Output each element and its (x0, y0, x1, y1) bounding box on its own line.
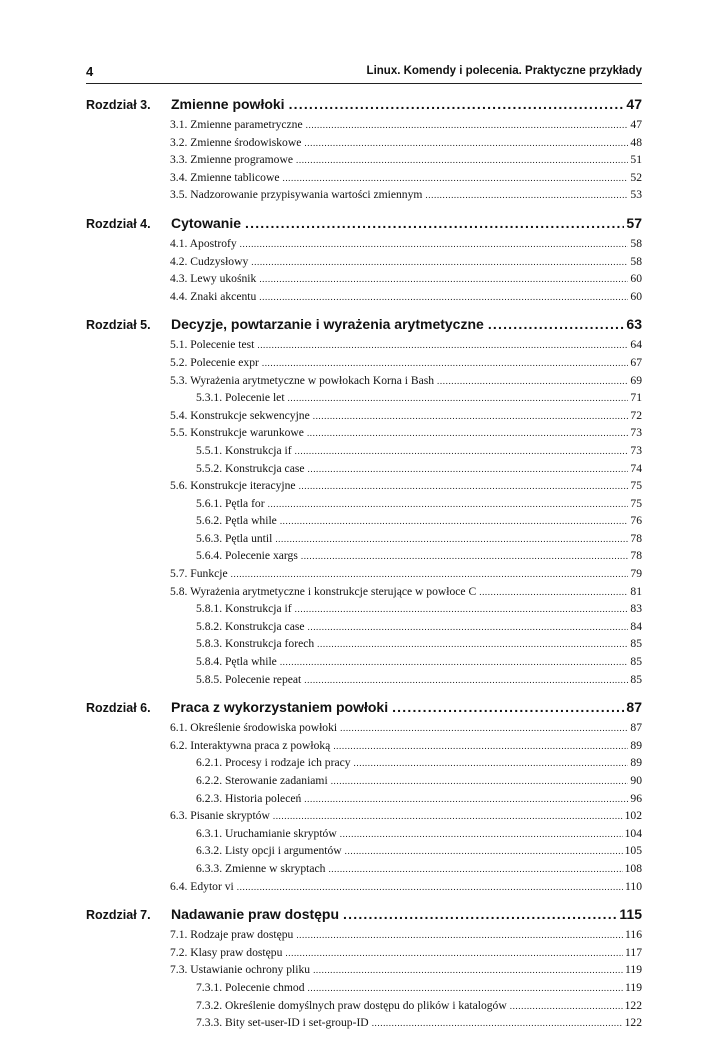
dot-leader (245, 215, 624, 231)
toc-section-entry[interactable] (86, 153, 642, 171)
entry-page-number: 69 (630, 373, 642, 387)
toc-subsection-entry[interactable] (86, 549, 642, 567)
dot-leader (304, 675, 628, 685)
chapter-label: Rozdział 3. (86, 98, 151, 112)
entry-title: 5.5.2. Konstrukcja case (196, 461, 305, 475)
entry-page-number: 73 (630, 443, 642, 457)
entry-page-number: 58 (630, 254, 642, 268)
dot-leader (437, 376, 628, 386)
dot-leader (333, 741, 628, 751)
dot-leader (304, 794, 628, 804)
toc-subsection-entry[interactable] (86, 602, 642, 620)
dot-leader (308, 983, 624, 993)
toc-subsection-entry[interactable] (86, 999, 642, 1017)
toc-subsection-entry[interactable] (86, 756, 642, 774)
chapter-title: Praca z wykorzystaniem powłoki (171, 699, 389, 716)
entry-title: 5.6.4. Polecenie xargs (196, 549, 298, 563)
chapter-heading[interactable] (86, 906, 642, 928)
entry-title: 6.4. Edytor vi (170, 879, 234, 893)
dot-leader (259, 274, 628, 284)
dot-leader (479, 587, 628, 597)
entry-page-number: 73 (630, 426, 642, 440)
toc-section-entry[interactable] (86, 585, 642, 603)
entry-page-number: 52 (630, 170, 642, 184)
toc-section-entry[interactable] (86, 928, 642, 946)
chapter-page-number: 87 (626, 699, 642, 716)
entry-title: 4.4. Znaki akcentu (170, 289, 257, 303)
chapter-section (86, 316, 642, 690)
dot-leader (317, 639, 628, 649)
entry-title: 3.3. Zmienne programowe (170, 153, 293, 167)
dot-leader (275, 534, 628, 544)
dot-leader (340, 829, 623, 839)
entry-title: 6.3. Pisanie skryptów (170, 809, 270, 823)
entry-page-number: 116 (625, 928, 642, 942)
dot-leader (285, 948, 623, 958)
toc-subsection-entry[interactable] (86, 462, 642, 480)
dot-leader (340, 723, 628, 733)
entry-page-number: 85 (630, 655, 642, 669)
entry-title: 7.3.1. Polecenie chmod (196, 980, 305, 994)
entry-title: 5.3. Wyrażenia arytmetyczne w powłokach Korna i Bash (170, 373, 435, 387)
entry-title: 5.4. Konstrukcje sekwencyjne (170, 408, 310, 422)
entry-title: 6.2.2. Sterowanie zadaniami (196, 774, 328, 787)
dot-leader (259, 292, 628, 302)
entry-page-number: 71 (630, 391, 642, 405)
toc-section-entry[interactable] (86, 809, 642, 827)
toc-subsection-entry[interactable] (86, 981, 642, 999)
toc-subsection-entry[interactable] (86, 827, 642, 845)
toc-section-entry[interactable] (86, 426, 642, 444)
entry-title: 5.6.3. Pętla until (196, 531, 273, 545)
chapter-heading[interactable] (86, 699, 642, 721)
entry-title: 3.4. Zmienne tablicowe (170, 170, 280, 184)
toc-section-entry[interactable] (86, 721, 642, 739)
dot-leader (262, 358, 629, 368)
entry-title: 7.2. Klasy praw dostępu (170, 945, 283, 959)
dot-leader (240, 239, 629, 249)
toc-subsection-entry[interactable] (86, 862, 642, 880)
entry-page-number: 104 (624, 826, 642, 840)
entry-title: 5.1. Polecenie test (170, 338, 255, 352)
entry-page-number: 53 (630, 188, 642, 202)
running-title: Linux. Komendy i polecenia. Praktyczne przykłady (366, 65, 642, 77)
dot-leader (307, 428, 628, 438)
dot-leader (308, 464, 629, 474)
chapter-label: Rozdział 7. (86, 908, 151, 923)
dot-leader (306, 120, 629, 130)
entry-title: 5.6. Konstrukcje iteracyjne (170, 479, 296, 493)
dot-leader (282, 173, 628, 183)
toc-subsection-entry[interactable] (86, 637, 642, 655)
entry-title: 5.8.5. Polecenie repeat (196, 672, 302, 686)
dot-leader (237, 882, 623, 892)
toc-section-entry[interactable] (86, 237, 642, 255)
entry-page-number: 48 (630, 135, 642, 149)
entry-page-number: 122 (624, 1016, 642, 1030)
entry-page-number: 64 (630, 338, 642, 352)
dot-leader (313, 411, 629, 421)
toc-section-entry[interactable] (86, 356, 642, 374)
dot-leader (280, 516, 629, 526)
entry-title: 7.3. Ustawianie ochrony pliku (170, 963, 311, 977)
entry-page-number: 96 (630, 791, 642, 805)
chapter-title: Nadawanie praw dostępu (171, 906, 340, 923)
dot-leader (289, 96, 625, 112)
entry-page-number: 78 (630, 531, 642, 545)
toc-section-entry[interactable] (86, 374, 642, 392)
chapter-section (86, 215, 642, 307)
chapter-page-number: 115 (619, 906, 642, 923)
dot-leader (273, 811, 623, 821)
dot-leader (343, 906, 617, 922)
entry-title: 6.2.3. Historia poleceń (196, 791, 302, 805)
entry-page-number: 47 (630, 118, 642, 131)
toc-subsection-entry[interactable] (86, 620, 642, 638)
chapter-page-number: 63 (626, 316, 642, 333)
toc-section-entry[interactable] (86, 409, 642, 427)
dot-leader (251, 257, 628, 267)
toc-subsection-entry[interactable] (86, 655, 642, 673)
entry-page-number: 89 (630, 756, 642, 770)
entry-page-number: 78 (630, 549, 642, 563)
entry-page-number: 102 (624, 809, 642, 823)
page-number: 4 (86, 64, 94, 79)
toc-section-entry[interactable] (86, 567, 642, 585)
dot-leader (304, 138, 628, 148)
toc-section-entry[interactable] (86, 946, 642, 964)
entry-title: 5.6.2. Pętla while (196, 514, 277, 528)
entry-page-number: 75 (630, 479, 642, 493)
dot-leader (392, 699, 624, 715)
toc-section-entry[interactable] (86, 880, 642, 898)
entry-page-number: 122 (624, 998, 642, 1012)
entry-page-number: 58 (630, 236, 642, 250)
entry-title: 7.3.2. Określenie domyślnych praw dostępu do plików i katalogów (196, 998, 507, 1012)
entry-title: 5.7. Funkcje (170, 567, 228, 581)
entry-page-number: 85 (630, 637, 642, 651)
dot-leader (296, 155, 628, 165)
toc-subsection-entry[interactable] (86, 514, 642, 532)
dot-leader (231, 569, 629, 579)
entry-title: 6.3.1. Uruchamianie skryptów (196, 826, 337, 840)
dot-leader (257, 340, 628, 350)
dot-leader (313, 965, 623, 975)
entry-title: 7.1. Rodzaje praw dostępu (170, 928, 294, 942)
toc-section-entry[interactable] (86, 739, 642, 757)
entry-title: 5.8.2. Konstrukcja case (196, 619, 305, 633)
entry-page-number: 72 (630, 408, 642, 422)
dot-leader (296, 930, 623, 940)
toc-section-entry[interactable] (86, 963, 642, 981)
toc-section-entry[interactable] (86, 338, 642, 356)
entry-page-number: 83 (630, 602, 642, 616)
chapter-title: Cytowanie (171, 214, 242, 231)
chapter-heading[interactable] (86, 96, 642, 118)
entry-title: 3.1. Zmienne parametryczne (170, 118, 303, 131)
header-rule (86, 83, 642, 84)
toc-section-entry[interactable] (86, 272, 642, 290)
entry-title: 5.2. Polecenie expr (170, 355, 259, 369)
toc-section-entry[interactable] (86, 188, 642, 206)
dot-leader (308, 622, 629, 632)
dot-leader (510, 1001, 623, 1011)
entry-page-number: 85 (630, 672, 642, 686)
entry-title: 5.8.3. Konstrukcja forech (196, 637, 315, 651)
entry-page-number: 117 (625, 945, 642, 959)
entry-title: 5.8. Wyrażenia arytmetyczne i konstrukcje sterujące w powłoce C (170, 584, 477, 598)
entry-title: 6.1. Określenie środowiska powłoki (170, 721, 338, 735)
dot-leader (345, 846, 623, 856)
entry-title: 4.1. Apostrofy (170, 236, 237, 250)
entry-page-number: 79 (630, 567, 642, 581)
entry-page-number: 119 (625, 980, 642, 994)
chapter-page-number: 47 (626, 96, 642, 112)
dot-leader (372, 1018, 623, 1028)
entry-title: 5.8.4. Pętla while (196, 655, 277, 669)
toc-subsection-entry[interactable] (86, 1016, 642, 1034)
entry-page-number: 110 (625, 879, 642, 893)
entry-title: 6.3.2. Listy opcji i argumentów (196, 844, 342, 858)
entry-page-number: 60 (630, 289, 642, 303)
toc-subsection-entry[interactable] (86, 844, 642, 862)
toc-section-entry[interactable] (86, 479, 642, 497)
toc-subsection-entry[interactable] (86, 444, 642, 462)
entry-title: 5.5. Konstrukcje warunkowe (170, 426, 304, 440)
page-header (86, 62, 642, 82)
entry-title: 5.3.1. Polecenie let (196, 391, 285, 405)
entry-title: 5.8.1. Konstrukcja if (196, 602, 292, 616)
chapter-title: Decyzje, powtarzanie i wyrażenia arytmetyczne (171, 316, 484, 333)
entry-page-number: 51 (630, 153, 642, 167)
entry-title: 5.5.1. Konstrukcja if (196, 443, 292, 457)
table-of-contents (86, 96, 642, 1043)
entry-title: 5.6.1. Pętla for (196, 496, 265, 510)
entry-page-number: 89 (630, 738, 642, 752)
entry-page-number: 108 (624, 861, 642, 875)
entry-title: 6.2.1. Procesy i rodzaje ich pracy (196, 756, 351, 770)
chapter-label: Rozdział 5. (86, 318, 151, 333)
toc-section-entry[interactable] (86, 290, 642, 308)
dot-leader (301, 551, 629, 561)
chapter-heading[interactable] (86, 316, 642, 338)
toc-subsection-entry[interactable] (86, 391, 642, 409)
entry-page-number: 84 (630, 619, 642, 633)
entry-page-number: 67 (630, 355, 642, 369)
entry-title: 4.2. Cudzysłowy (170, 254, 249, 268)
toc-subsection-entry[interactable] (86, 532, 642, 550)
entry-title: 3.2. Zmienne środowiskowe (170, 135, 302, 149)
entry-page-number: 75 (630, 496, 642, 510)
dot-leader (280, 657, 629, 667)
entry-page-number: 105 (624, 844, 642, 858)
entry-page-number: 81 (630, 584, 642, 598)
dot-leader (295, 446, 629, 456)
dot-leader (488, 316, 625, 332)
entry-page-number: 119 (625, 963, 642, 977)
toc-section-entry[interactable] (86, 118, 642, 136)
chapter-section (86, 699, 642, 897)
toc-section-entry[interactable] (86, 171, 642, 189)
toc-subsection-entry[interactable] (86, 774, 642, 792)
entry-title: 7.3.3. Bity set-user-ID i set-group-ID (196, 1016, 369, 1030)
dot-leader (295, 604, 629, 614)
chapter-page-number: 57 (626, 214, 642, 231)
toc-subsection-entry[interactable] (86, 497, 642, 515)
chapter-heading[interactable] (86, 215, 642, 237)
entry-title: 4.3. Lewy ukośnik (170, 272, 257, 286)
chapter-label: Rozdział 4. (86, 216, 151, 231)
entry-title: 3.5. Nadzorowanie przypisywania wartości zmiennym (170, 188, 423, 202)
chapter-section (86, 906, 642, 1034)
entry-page-number: 76 (630, 514, 642, 528)
entry-title: 6.2. Interaktywna praca z powłoką (170, 738, 331, 752)
entry-title: 6.3.3. Zmienne w skryptach (196, 861, 326, 875)
toc-section-entry[interactable] (86, 255, 642, 273)
toc-section-entry[interactable] (86, 136, 642, 154)
chapter-label: Rozdział 6. (86, 701, 151, 716)
dot-leader (331, 776, 629, 786)
dot-leader (268, 499, 629, 509)
dot-leader (299, 481, 629, 491)
dot-leader (288, 393, 629, 403)
toc-subsection-entry[interactable] (86, 792, 642, 810)
dot-leader (354, 758, 629, 768)
entry-page-number: 74 (630, 461, 642, 475)
entry-page-number: 90 (630, 774, 642, 787)
chapter-section (86, 96, 642, 206)
chapter-title: Zmienne powłoki (171, 96, 285, 112)
dot-leader (425, 190, 628, 200)
entry-page-number: 87 (630, 721, 642, 735)
dot-leader (328, 864, 622, 874)
toc-subsection-entry[interactable] (86, 673, 642, 691)
entry-page-number: 60 (630, 272, 642, 286)
